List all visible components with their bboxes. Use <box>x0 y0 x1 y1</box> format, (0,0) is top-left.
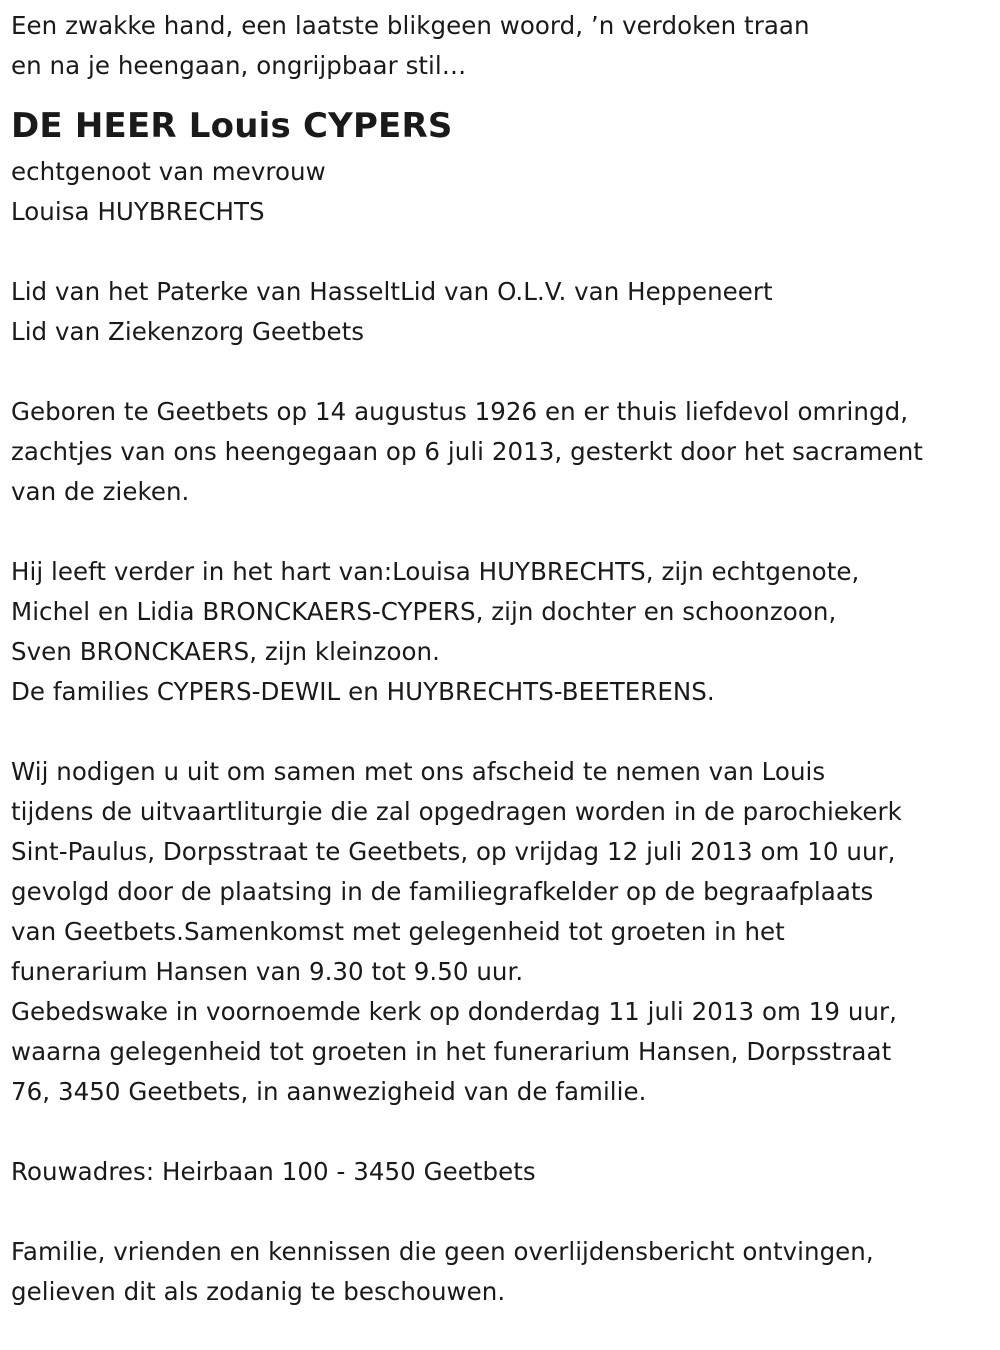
spouse-line: Louisa HUYBRECHTS <box>11 197 265 226</box>
spouse-line: echtgenoot van mevrouw <box>11 157 326 186</box>
survivors-line: Hij leeft verder in het hart van:Louisa HUYBRECHTS, zijn echtgenote, <box>11 557 860 586</box>
closing-section <box>11 1232 996 1312</box>
birth-death-line: Geboren te Geetbets op 14 augustus 1926 en er thuis liefdevol omringd, <box>11 397 909 426</box>
membership-line: Lid van het Paterke van HasseltLid van O.L.V. van Heppeneert <box>11 277 773 306</box>
invitation-line: funerarium Hansen van 9.30 tot 9.50 uur. <box>11 957 524 986</box>
invitation-line: tijdens de uitvaartliturgie die zal opgedragen worden in de parochiekerk <box>11 797 902 826</box>
survivors-section <box>11 552 996 712</box>
closing-line: gelieven dit als zodanig te beschouwen. <box>11 1277 506 1306</box>
invitation-line: waarna gelegenheid tot groeten in het funerarium Hansen, Dorpsstraat <box>11 1037 892 1066</box>
poem-line: Een zwakke hand, een laatste blikgeen woord, ’n verdoken traan <box>11 11 810 40</box>
spouse-section <box>11 152 996 232</box>
spacer <box>11 232 996 272</box>
address-section <box>11 1152 996 1192</box>
spacer <box>11 1112 996 1152</box>
survivors-line: Michel en Lidia BRONCKAERS-CYPERS, zijn dochter en schoonzoon, <box>11 597 837 626</box>
invitation-line: gevolgd door de plaatsing in de familiegrafkelder op de begraafplaats <box>11 877 874 906</box>
membership-line: Lid van Ziekenzorg Geetbets <box>11 317 365 346</box>
poem <box>11 6 996 86</box>
poem-line: en na je heengaan, ongrijpbaar stil… <box>11 51 467 80</box>
spacer <box>11 352 996 392</box>
survivors-line: Sven BRONCKAERS, zijn kleinzoon. <box>11 637 440 666</box>
mourning-address: Rouwadres: Heirbaan 100 - 3450 Geetbets <box>11 1157 536 1186</box>
invitation-line: Wij nodigen u uit om samen met ons afscheid te nemen van Louis <box>11 757 826 786</box>
birth-death-section <box>11 392 996 512</box>
invitation-line: Sint-Paulus, Dorpsstraat te Geetbets, op vrijdag 12 juli 2013 om 10 uur, <box>11 837 896 866</box>
spacer <box>11 1192 996 1232</box>
survivors-line: De families CYPERS-DEWIL en HUYBRECHTS-BEETERENS. <box>11 677 715 706</box>
invitation-section <box>11 752 996 1112</box>
memberships-section <box>11 272 996 352</box>
invitation-line: van Geetbets.Samenkomst met gelegenheid tot groeten in het <box>11 917 785 946</box>
obituary-document <box>11 0 996 1312</box>
closing-line: Familie, vrienden en kennissen die geen overlijdensbericht ontvingen, <box>11 1237 874 1266</box>
deceased-name-title: DE HEER Louis CYPERS <box>11 106 453 146</box>
invitation-line: Gebedswake in voornoemde kerk op donderdag 11 juli 2013 om 19 uur, <box>11 997 898 1026</box>
birth-death-line: zachtjes van ons heengegaan op 6 juli 2013, gesterkt door het sacrament <box>11 437 923 466</box>
birth-death-line: van de zieken. <box>11 477 190 506</box>
invitation-line: 76, 3450 Geetbets, in aanwezigheid van de familie. <box>11 1077 647 1106</box>
spacer <box>11 712 996 752</box>
spacer <box>11 512 996 552</box>
